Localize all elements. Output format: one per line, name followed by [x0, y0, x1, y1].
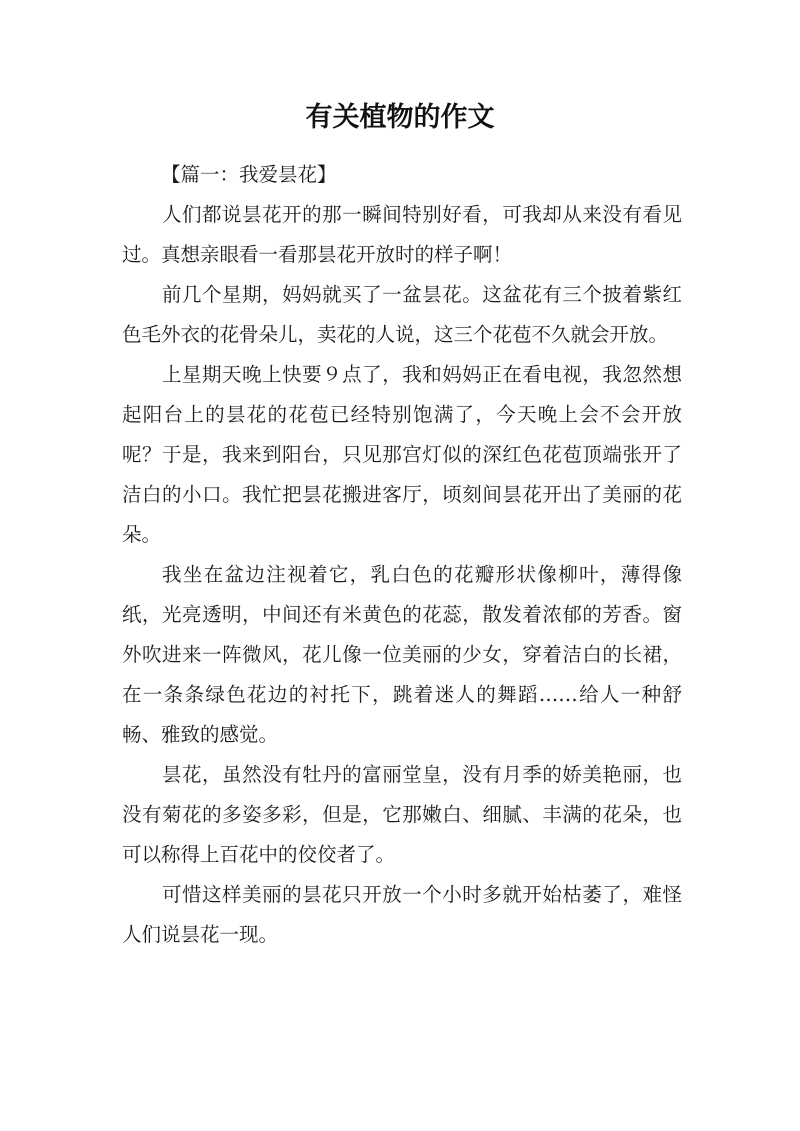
paragraph-3: 上星期天晚上快要９点了，我和妈妈正在看电视，我忽然想起阳台上的昙花的花苞已经特别饱满了，今天晚上会不会开放呢？于是，我来到阳台，只见那宫灯似的深红色花苞顶端张开了洁白的小口。我忙把昙花搬进客厅，顷刻间昙花开出了美丽的花朵。: [122, 363, 682, 546]
document-body: [122, 155, 682, 955]
paragraph-5: 昙花，虽然没有牡丹的富丽堂皇，没有月季的娇美艳丽，也没有菊花的多姿多彩，但是，它那嫩白、细腻、丰满的花朵，也可以称得上百花中的佼佼者了。: [122, 763, 682, 866]
paragraph-6: 可惜这样美丽的昙花只开放一个小时多就开始枯萎了，难怪人们说昙花一现。: [122, 883, 682, 946]
paragraph-1: 人们都说昙花开的那一瞬间特别好看，可我却从来没有看见过。真想亲眼看一看那昙花开放时的样子啊！: [122, 203, 682, 266]
section-heading: 【篇一：我爱昙花】: [161, 163, 337, 186]
document-title: 有关植物的作文: [305, 102, 495, 133]
paragraph-4: 我坐在盆边注视着它，乳白色的花瓣形状像柳叶，薄得像纸，光亮透明，中间还有米黄色的花蕊，散发着浓郁的芳香。窗外吹进来一阵微风，花儿像一位美丽的少女，穿着洁白的长裙，在一条条绿色花边的衬托下，跳着迷人的舞蹈……给人一种舒畅、雅致的感觉。: [122, 563, 682, 746]
paragraph-2: 前几个星期，妈妈就买了一盆昙花。这盆花有三个披着紫红色毛外衣的花骨朵儿，卖花的人说，这三个花苞不久就会开放。: [122, 283, 682, 346]
